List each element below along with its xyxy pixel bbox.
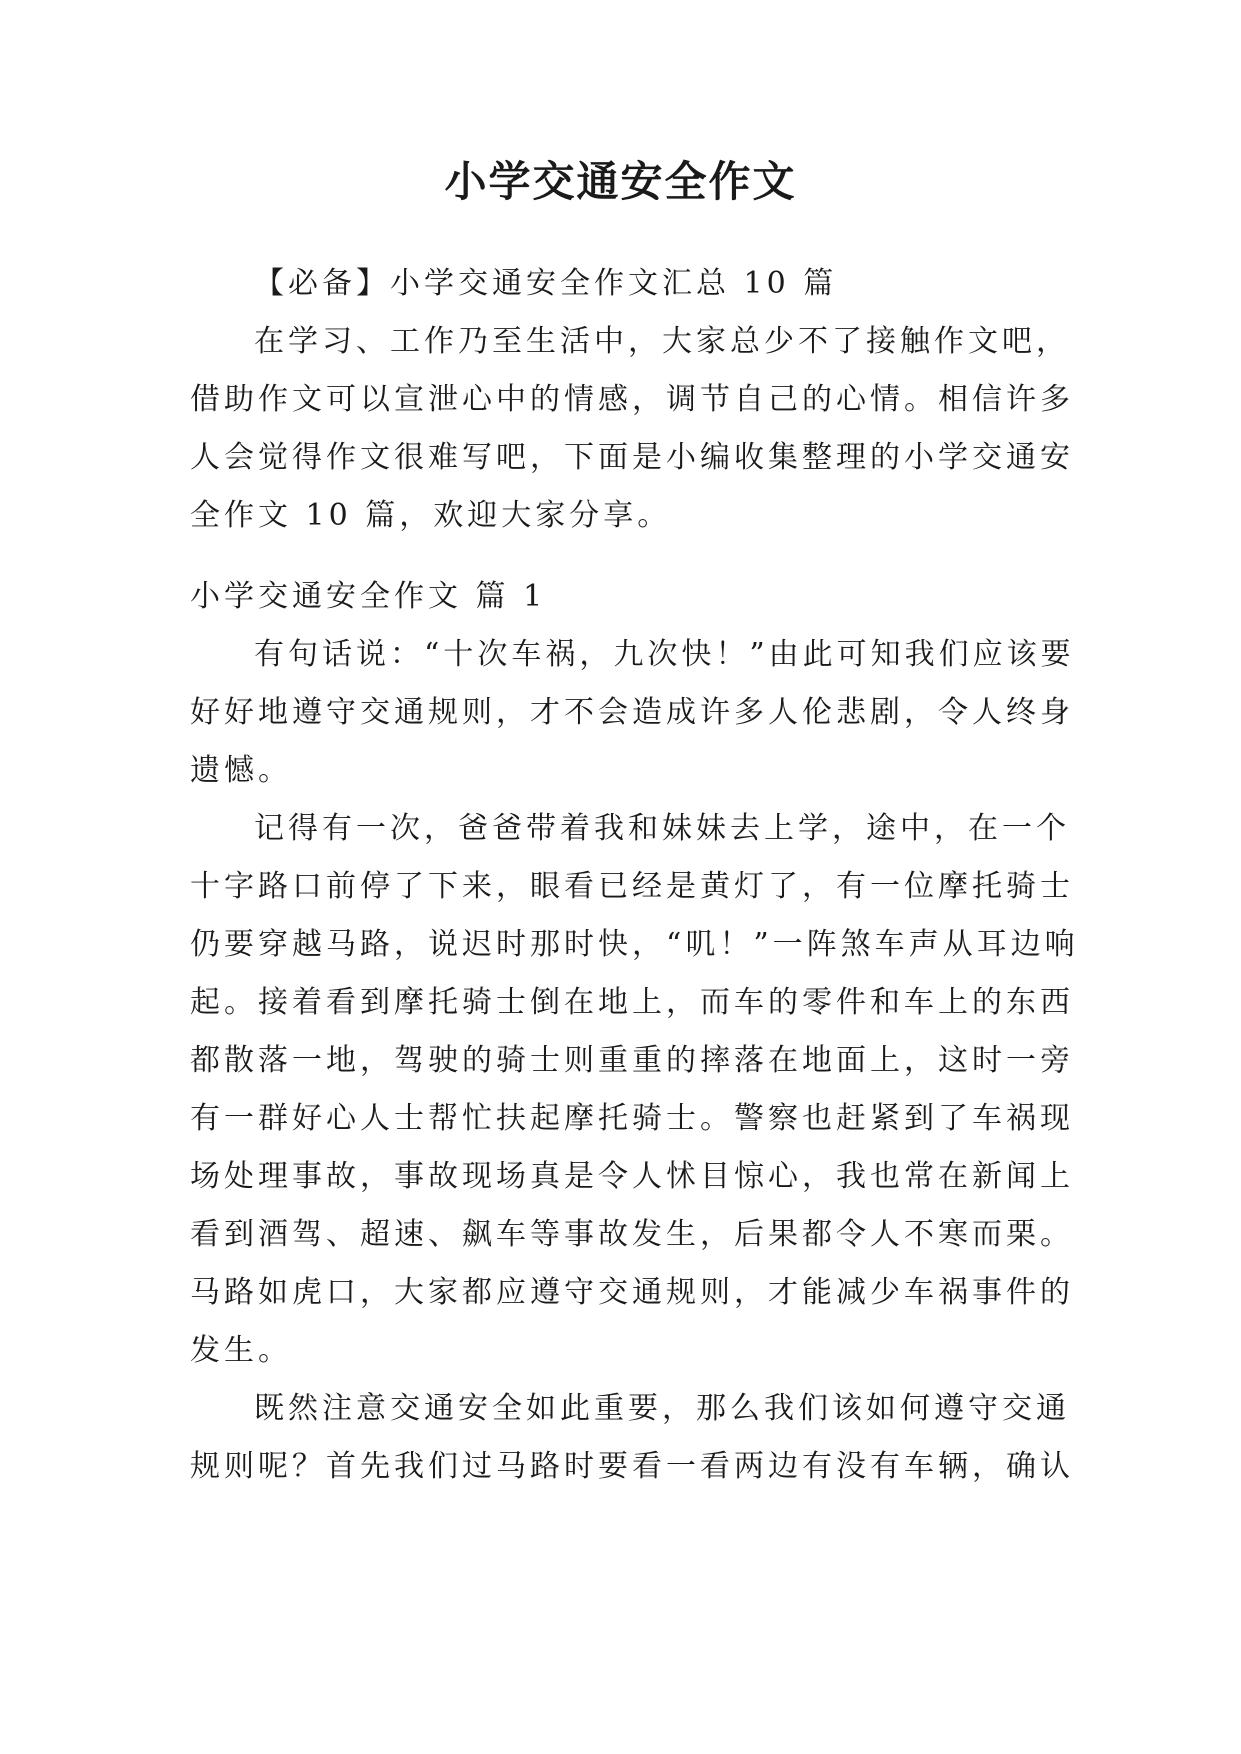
paragraph-line: 有一群好心人士帮忙扶起摩托骑士。警察也赶紧到了车祸现 xyxy=(190,1101,1074,1136)
paragraph-1 xyxy=(190,626,1075,800)
paragraph-line: 遗憾。 xyxy=(190,753,292,788)
intro-heading-block xyxy=(190,255,1070,313)
intro-heading: 【必备】小学交通安全作文汇总 10 篇 xyxy=(254,266,838,301)
paragraph-line: 起。接着看到摩托骑士倒在地上，而车的零件和车上的东西 xyxy=(190,985,1074,1020)
paragraph-line: 记得有一次，爸爸带着我和妹妹去上学，途中，在一个 xyxy=(254,811,1070,846)
paragraph-3 xyxy=(190,1380,1074,1496)
intro-paragraph xyxy=(190,313,1074,545)
paragraph-line: 借助作文可以宣泄心中的情感，调节自己的心情。相信许多 xyxy=(190,382,1074,417)
paragraph-line: 看到酒驾、超速、飙车等事故发生，后果都令人不寒而栗。 xyxy=(190,1217,1074,1252)
paragraph-line: 规则呢？首先我们过马路时要看一看两边有没有车辆，确认 xyxy=(190,1449,1074,1484)
document-title: 小学交通安全作文 xyxy=(444,157,797,206)
paragraph-line: 仍要穿越马路，说迟时那时快，“叽！”一阵煞车声从耳边响 xyxy=(190,927,1079,962)
paragraph-line: 好好地遵守交通规则，才不会造成许多人伦悲剧，令人终身 xyxy=(190,695,1074,730)
paragraph-line: 在学习、工作乃至生活中，大家总少不了接触作文吧， xyxy=(254,324,1070,359)
paragraph-line: 十字路口前停了下来，眼看已经是黄灯了，有一位摩托骑士 xyxy=(190,869,1074,904)
paragraph-line: 都散落一地，驾驶的骑士则重重的摔落在地面上，这时一旁 xyxy=(190,1043,1074,1078)
paragraph-line: 既然注意交通安全如此重要，那么我们该如何遵守交通 xyxy=(254,1391,1070,1426)
paragraph-line: 发生。 xyxy=(190,1333,292,1368)
paragraph-line: 人会觉得作文很难写吧，下面是小编收集整理的小学交通安 xyxy=(190,440,1074,475)
paragraph-line: 有句话说：“十次车祸，九次快！”由此可知我们应该要 xyxy=(254,637,1075,672)
section-title: 小学交通安全作文 篇 1 xyxy=(190,579,547,614)
paragraph-line: 全作文 10 篇，欢迎大家分享。 xyxy=(190,498,672,533)
paragraph-line: 马路如虎口，大家都应遵守交通规则，才能减少车祸事件的 xyxy=(190,1275,1074,1310)
paragraph-2 xyxy=(190,800,1079,1380)
paragraph-line: 场处理事故，事故现场真是令人怵目惊心，我也常在新闻上 xyxy=(190,1159,1074,1194)
section-title-block xyxy=(190,568,1070,626)
